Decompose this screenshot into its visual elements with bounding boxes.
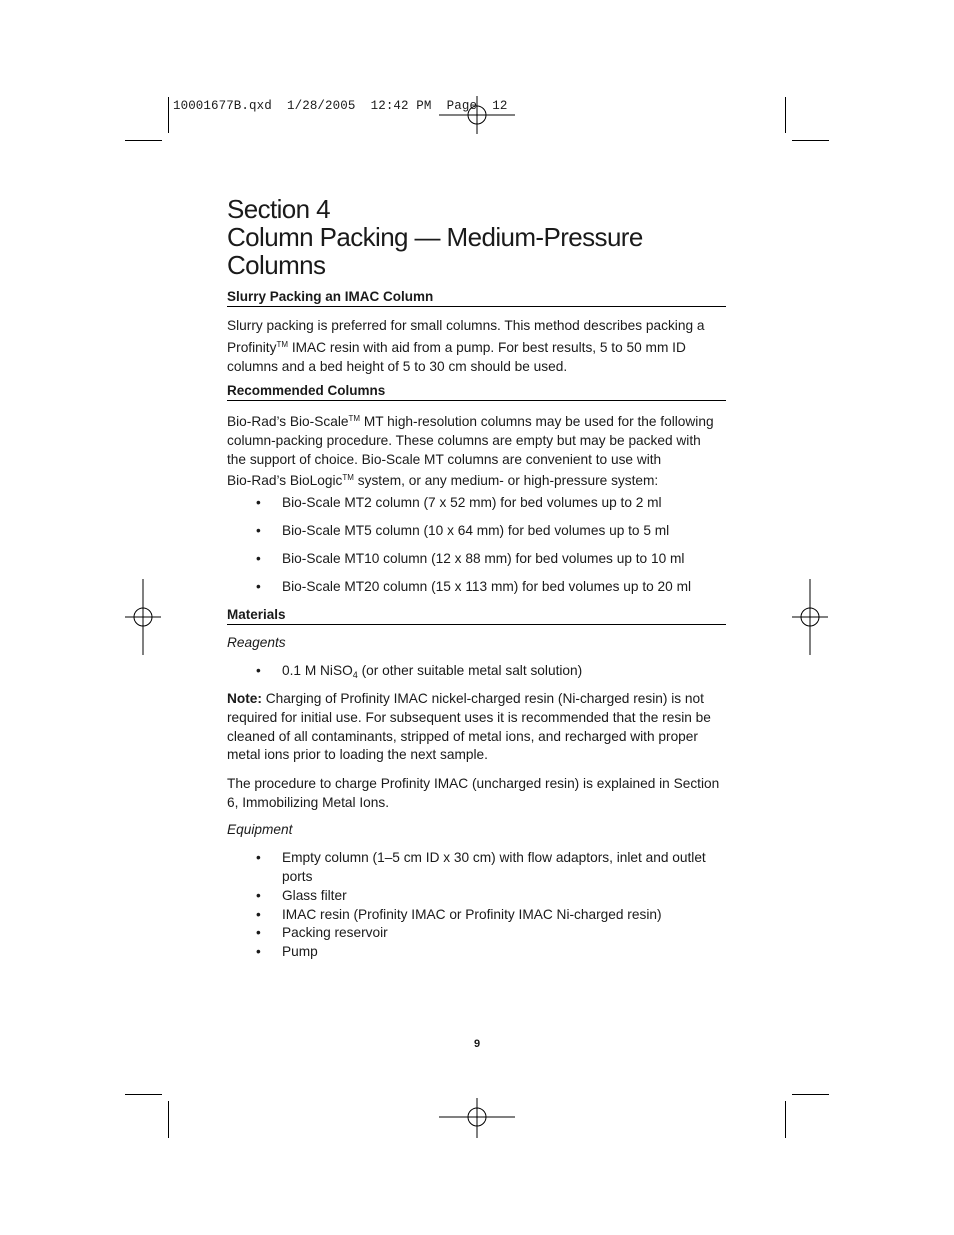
text-line: The procedure to charge Profinity IMAC (uncharged resin) is explained in Section [227,776,720,791]
trademark: TM [342,473,354,483]
text-line: metal ions prior to loading the next sample. [227,747,488,763]
text: 0.1 M NiSO [282,663,353,678]
crop-mark [168,97,169,133]
title-line: Columns [227,250,326,280]
equipment-label: Equipment [227,822,293,837]
registration-mark-right [790,579,830,655]
list-item-text: Packing reservoir [282,925,388,940]
list-item-text: Bio-Scale MT10 column (12 x 88 mm) for bed volumes up to 10 ml [282,551,685,566]
list-item-text: Bio-Scale MT2 column (7 x 52 mm) for bed volumes up to 2 ml [282,495,662,510]
note-paragraph [227,690,726,765]
list-item-text: Bio-Scale MT5 column (10 x 64 mm) for bed volumes up to 5 ml [282,523,670,538]
crop-mark [785,1101,786,1138]
text-line: column-packing procedure. These columns are empty but may be packed with [227,432,701,448]
text-line: Slurry packing is preferred for small columns. This method describes packing a [227,318,705,333]
text-line [227,469,726,491]
title-line: Column Packing — Medium-Pressure [227,222,643,252]
text-line: 6, Immobilizing Metal Ions. [227,794,390,810]
text: (or other suitable metal salt solution) [357,663,583,678]
list-item-text [282,849,722,887]
heading-slurry-packing: Slurry Packing an IMAC Column [227,289,726,307]
text-line [227,690,726,709]
bullet-dot: • [256,579,261,594]
bullet-dot: • [256,663,261,678]
heading-recommended-columns: Recommended Columns [227,383,726,401]
recommended-paragraph [227,410,726,491]
text: IMAC resin with aid from a pump. For best results, 5 to 50 mm ID [288,339,686,355]
page-number: 9 [473,1038,481,1050]
text: Charging of Profinity IMAC nickel-charged resin (Ni-charged resin) is not [261,691,704,706]
text-line: cleaned of all contaminants, stripped of metal ions, and recharged with proper [227,728,698,744]
trademark: TM [276,339,289,349]
crop-mark [785,97,786,133]
list-item-text: Pump [282,944,318,959]
bullet-dot: • [256,495,261,510]
bullet-dot: • [256,850,261,865]
bullet-dot: • [256,523,261,538]
title-line: Section 4 [227,194,331,224]
list-item-text: Bio-Scale MT20 column (15 x 113 mm) for bed volumes up to 20 ml [282,579,692,594]
text: Bio-Rad’s BioLogic [227,473,343,489]
text-line: ports [282,868,313,884]
list-item-text: Glass filter [282,888,347,903]
crop-mark [792,140,829,141]
list-item-text: IMAC resin (Profinity IMAC or Profinity IMAC Ni-charged resin) [282,907,662,922]
note-label: Note: [227,691,262,706]
text-line: columns and a bed height of 5 to 30 cm should be used. [227,358,568,374]
list-item-text [282,662,722,685]
bullet-dot: • [256,551,261,566]
crop-mark [792,1094,829,1095]
subscript: 4 [352,670,358,680]
text-line [227,336,726,358]
crop-mark [125,140,162,141]
text: system, or any medium- or high-pressure system: [353,473,659,489]
section-title [227,195,747,279]
crop-mark [168,1101,169,1138]
bullet-dot: • [256,925,261,940]
reagents-label: Reagents [227,635,286,650]
bullet-dot: • [256,944,261,959]
text: Bio-Rad’s Bio-Scale [227,414,349,429]
text-line: required for initial use. For subsequent uses it is recommended that the resin be [227,709,711,725]
registration-mark-left [123,579,163,655]
bullet-dot: • [256,888,261,903]
file-slug: 10001677B.qxd 1/28/2005 12:42 PM Page 12 [173,99,508,113]
bullet-dot: • [256,907,261,922]
text-line [227,410,726,432]
text: MT high-resolution columns may be used for the following [360,414,714,429]
registration-mark-top [437,96,517,136]
crop-mark [125,1094,162,1095]
heading-materials: Materials [227,607,726,625]
text-line: Empty column (1–5 cm ID x 30 cm) with flow adaptors, inlet and outlet [282,850,706,865]
procedure-paragraph [227,775,726,813]
text: Profinity [227,339,277,355]
trademark: TM [348,414,361,423]
slurry-paragraph [227,317,726,376]
registration-mark-bottom [437,1098,517,1140]
text-line: the support of choice. Bio-Scale MT columns are convenient to use with [227,451,662,467]
